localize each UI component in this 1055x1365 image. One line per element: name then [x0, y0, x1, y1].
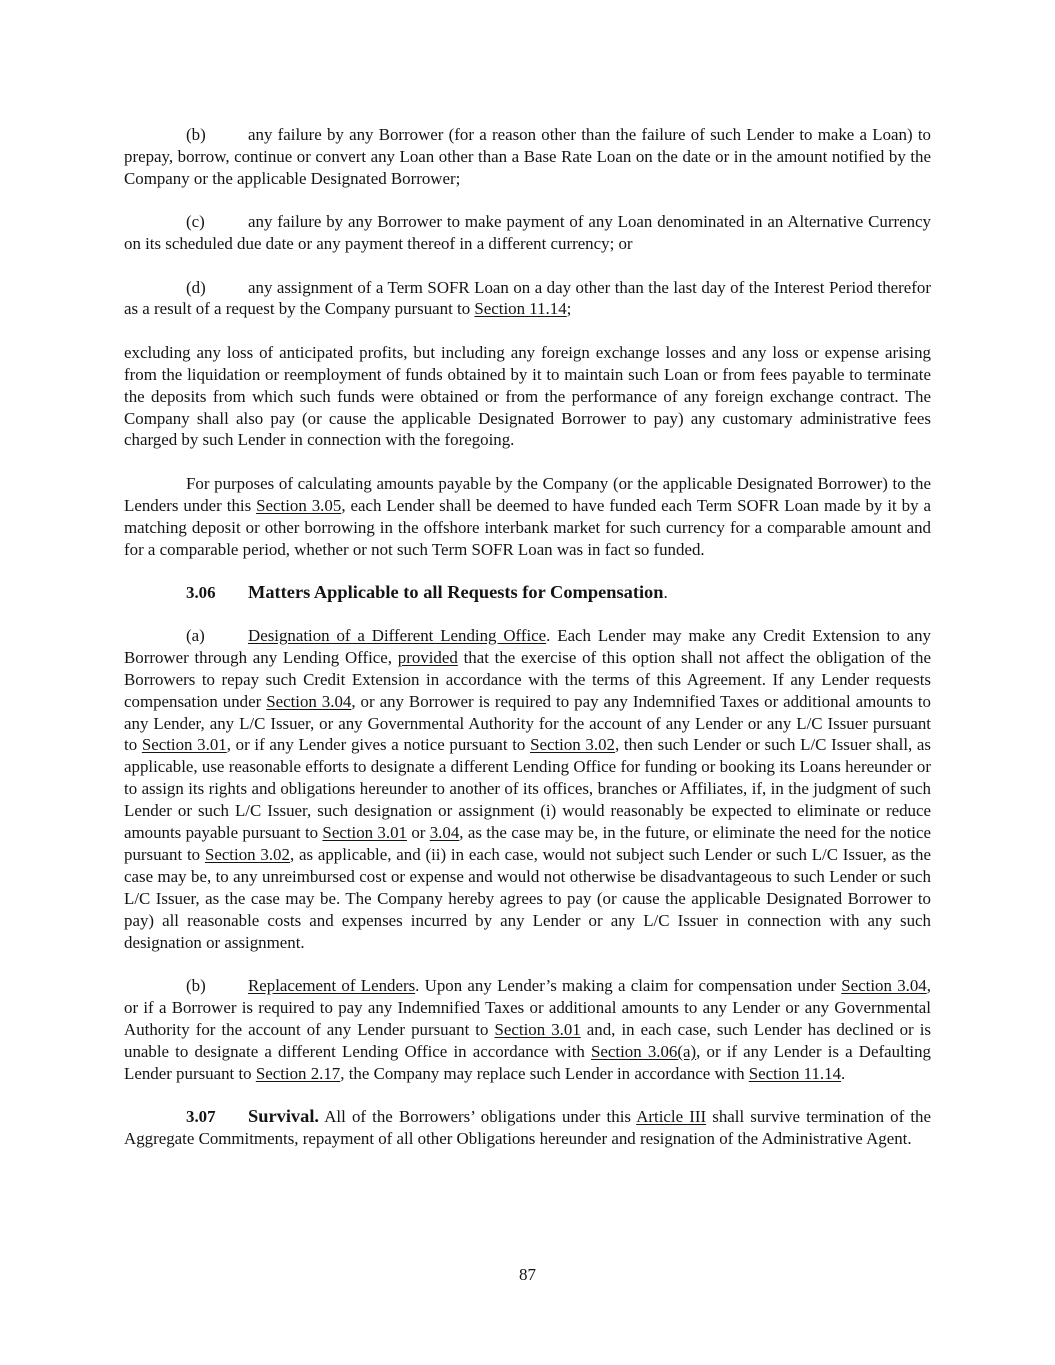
- article-reference: Article III: [636, 1107, 707, 1127]
- section-3-06-b: [124, 975, 931, 1085]
- page-number: 87: [519, 1265, 536, 1284]
- clause-b-label: (b): [186, 976, 206, 995]
- section-reference: Section 3.04: [841, 976, 927, 995]
- purposes-text: For purposes of calculating amounts payable by the Company (or the applicable Designated Borrower) to the Lenders under this: [124, 473, 931, 515]
- section-text-end: shall survive termination of the Aggregate Commitments, repayment of all other Obligations hereunder and resignation of the Administrative Agent.: [124, 1107, 932, 1148]
- section-reference: Section 3.06(a): [591, 1041, 697, 1061]
- clause-text: that the exercise of this option shall not affect the obligation of the Borrowers to repay such Credit Extension in accordance with the terms of this Agreement. If any Lender requests compensation under: [124, 647, 931, 711]
- clause-text: , the Company may replace such Lender in accordance with: [340, 1063, 749, 1083]
- section-reference: Section 11.14: [748, 1063, 842, 1083]
- clause-b-text: any failure by any Borrower (for a reason other than the failure of such Lender to make a Loan) to prepay, borrow, continue or convert any Loan other than a Base Rate Loan on the date or in the amount notified by the Company or the applicable Designated Borrower;: [124, 125, 931, 188]
- section-reference: Section 3.05: [256, 495, 342, 515]
- section-text: All of the Borrowers’ obligations under this: [319, 1107, 637, 1127]
- clause-text: , as applicable, and (ii) in each case, would not subject such Lender or such L/C Issuer, as the case may be, to any unreimbursed cost or expense and would not otherwise be disadvantageous to such Lender or such L/C Issuer, as the case may be. The Company hereby agrees to pay (or cause the applicable Designated Borrower to pay) all reasonable costs and expenses incurred by any Lender or any L/C Issuer in connection with any such designation or assignment.: [124, 844, 931, 952]
- purposes-paragraph: [124, 473, 931, 561]
- section-reference: Section 3.01: [141, 735, 227, 755]
- clause-text: or: [406, 823, 430, 843]
- section-title-period: .: [663, 583, 668, 602]
- section-reference: Section 3.01: [322, 823, 407, 843]
- section-3-06-heading: [124, 582, 931, 604]
- clause-d-text: any assignment of a Term SOFR Loan on a day other than the last day of the Interest Period therefor as a result of a request by the Company pursuant to: [124, 277, 931, 319]
- clause-b-label: (b): [186, 125, 206, 144]
- purposes-text-end: , each Lender shall be deemed to have funded each Term SOFR Loan made by it by a matching deposit or other borrowing in the offshore interbank market for such currency for a comparable amount and for a comparable period, whether or not such Term SOFR Loan was in fact so funded.: [124, 495, 931, 559]
- clause-text: and, in each case, such Lender has declined or is unable to designate a different Lending Office in accordance with: [124, 1019, 931, 1061]
- section-number: 3.07: [186, 1107, 216, 1127]
- section-reference: Section 3.02: [204, 844, 290, 864]
- clause-heading: Designation of a Different Lending Office: [248, 625, 547, 645]
- section-reference: Section 3.02: [530, 735, 615, 755]
- clause-text: . Upon any Lender’s making a claim for compensation under: [415, 976, 842, 995]
- clause-text: , or if any Lender gives a notice pursuant to: [226, 735, 531, 755]
- clause-text: . Each Lender may make any Credit Extension to any Borrower through any Lending Office,: [124, 625, 931, 667]
- section-3-06-a: [124, 625, 931, 954]
- clause-a-label: (a): [186, 625, 205, 645]
- provided-term: provided: [397, 647, 458, 667]
- section-number: 3.06: [186, 583, 216, 602]
- clause-c-label: (c): [186, 212, 205, 232]
- clause-text: , or if a Borrower is required to pay any Indemnified Taxes or additional amounts to any Lender or any Governmental Authority for the account of any Lender pursuant to: [124, 976, 931, 1039]
- section-reference: 3.04: [429, 823, 460, 843]
- section-reference: Section 3.04: [266, 691, 352, 711]
- excluding-paragraph: excluding any loss of anticipated profits, but including any foreign exchange losses and any loss or expense arising from the liquidation or reemployment of funds obtained by it to maintain such Loan or from fees payable to terminate the deposits from which such funds were obtained or from the performance of any foreign exchange contract. The Company shall also pay (or cause the applicable Designated Borrower to pay) any customary administrative fees charged by such Lender in connection with the foregoing.: [124, 342, 931, 450]
- clause-d-text-end: ;: [566, 299, 572, 319]
- section-reference: Section 2.17: [255, 1063, 341, 1083]
- document-page: [124, 124, 931, 1171]
- clause-text: , as the case may be, in the future, or eliminate the need for the notice pursuant to: [124, 823, 931, 864]
- clause-d: [124, 277, 931, 321]
- section-title: Survival.: [248, 1106, 320, 1127]
- clause-heading: Replacement of Lenders: [248, 976, 416, 995]
- clause-text: , or any Borrower is required to pay any Indemnified Taxes or additional amounts to any Lender, any L/C Issuer, or any Governmental Authority for the account of any Lender or any L/C Issuer pursuant to: [124, 691, 932, 755]
- clause-text: , or if any Lender is a Defaulting Lender pursuant to: [124, 1041, 931, 1083]
- clause-d-label: (d): [186, 277, 206, 297]
- section-title: Matters Applicable to all Requests for Compensation: [248, 582, 664, 602]
- clause-b: [124, 124, 931, 190]
- section-reference: Section 3.01: [494, 1019, 581, 1039]
- clause-text: , then such Lender or such L/C Issuer shall, as applicable, use reasonable efforts to designate a different Lending Office for funding or booking its Loans hereunder or to assign its rights and obligations hereunder to another of its offices, branches or Affiliates, if, in the judgment of such Lender or such L/C Issuer, such designation or assignment (i) would reasonably be expected to eliminate or reduce amounts payable pursuant to: [124, 735, 931, 843]
- clause-text: .: [841, 1063, 846, 1083]
- clause-c: [124, 211, 931, 255]
- section-reference: Section 11.14: [474, 299, 567, 319]
- clause-c-text: any failure by any Borrower to make payment of any Loan denominated in an Alternative Currency on its scheduled due date or any payment thereof in a different currency; or: [124, 212, 931, 254]
- section-3-07: [124, 1106, 931, 1150]
